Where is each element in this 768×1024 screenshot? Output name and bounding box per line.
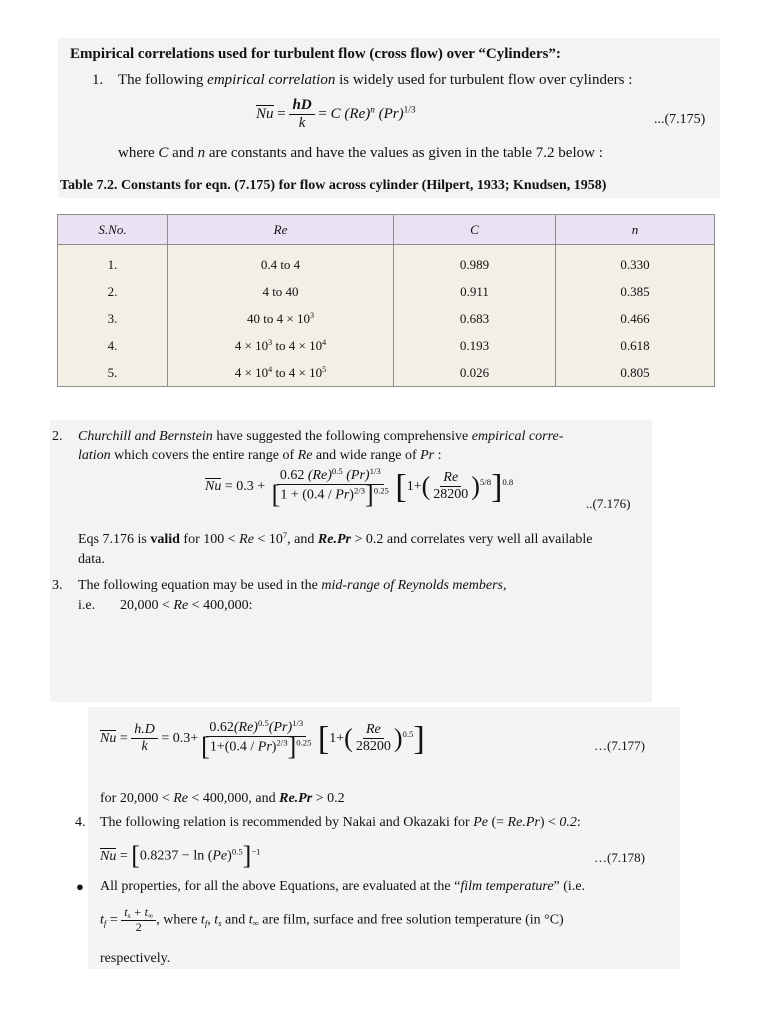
table-header-re: Re bbox=[168, 215, 394, 245]
item-1-number: 1. bbox=[92, 72, 104, 88]
cell-sno: 2. bbox=[58, 278, 168, 305]
cell-re: 4 to 40 bbox=[168, 278, 394, 305]
cell-re: 40 to $4 \times 10^3$ bbox=[168, 305, 394, 332]
item-1-text: The following empirical correlation is widely used for turbulent flow over cylinders : bbox=[118, 72, 633, 88]
item-3-number: 3. bbox=[52, 578, 63, 593]
equation-7-175-number: ...(7.175) bbox=[654, 112, 706, 127]
cell-n: 0.466 bbox=[556, 305, 715, 332]
item-3-line: The following equation may be used in the mid-range of Reynolds members, bbox=[78, 578, 507, 593]
where-text: where C and n are constants and have the values as given in the table 7.2 below : bbox=[118, 145, 603, 161]
table-header-sno: S.No. bbox=[58, 215, 168, 245]
cell-c: 0.026 bbox=[394, 359, 556, 387]
cell-n: 0.618 bbox=[556, 332, 715, 359]
constants-table bbox=[57, 214, 715, 387]
cell-sno: 5. bbox=[58, 359, 168, 387]
item-2-line-1: Churchill and Bernstein have suggested the following comprehensive empirical corre- bbox=[78, 429, 564, 444]
table-row bbox=[58, 278, 715, 305]
table-row bbox=[58, 332, 715, 359]
equation-7-177-number: …(7.177) bbox=[594, 738, 645, 753]
cell-sno: 4. bbox=[58, 332, 168, 359]
cell-c: 0.911 bbox=[394, 278, 556, 305]
equation-7-177-condition: for 20,000 < Re < 400,000, and Re.Pr > 0.2 bbox=[100, 791, 345, 806]
cell-sno: 3. bbox=[58, 305, 168, 332]
item-3-ie: i.e. bbox=[78, 598, 96, 613]
item-3-range: 20,000 < Re < 400,000: bbox=[120, 598, 253, 613]
bullet-line-2: $t_f$ = $\frac{t_s + t_\infty}{2}$ , where $t_f$, $t_s$ and $t_\infty$ are film, surface and free solution temperature (in °C) bbox=[100, 905, 564, 934]
validity-line-cont: data. bbox=[78, 552, 105, 567]
cell-re: 0.4 to 4 bbox=[168, 245, 394, 279]
cell-sno: 1. bbox=[58, 245, 168, 279]
cell-c: 0.683 bbox=[394, 305, 556, 332]
equation-7-176: Nu = 0.3 + $\frac{0.62 (Re)^{0.5} (Pr)^{1/3}}{[1 + (0.4 / Pr)^{2/3}]^{0.25}}$ [1+( $\frac{Re}{28200}$ )$^{5/8}$]$^{0.8}$ bbox=[205, 465, 514, 510]
equation-7-176-number: ..(7.176) bbox=[586, 496, 631, 511]
cell-re: $4 \times 10^3$ to $4 \times 10^4$ bbox=[168, 332, 394, 359]
item-4-line: The following relation is recommended by Nakai and Okazaki for Pe (= Re.Pr) < 0.2: bbox=[100, 815, 581, 830]
cell-c: 0.989 bbox=[394, 245, 556, 279]
cell-n: 0.385 bbox=[556, 278, 715, 305]
cell-re: $4 \times 10^4$ to $4 \times 10^5$ bbox=[168, 359, 394, 387]
equation-7-178: $Nu = [0.8237 - \ln (Pe)^{0.5}]^{-1}$ bbox=[100, 841, 261, 870]
section-heading: Empirical correlations used for turbulent flow (cross flow) over “Cylinders”: bbox=[70, 46, 561, 62]
equation-7-178-number: …(7.178) bbox=[594, 850, 645, 865]
bullet-icon: ● bbox=[76, 879, 84, 894]
validity-line: Eqs 7.176 is valid for $100 < Re < 10^7$, and Re.Pr > 0.2 and correlates very well all available bbox=[78, 529, 593, 547]
cell-n: 0.330 bbox=[556, 245, 715, 279]
item-2-number: 2. bbox=[52, 429, 63, 444]
table-caption: Table 7.2. Constants for eqn. (7.175) for flow across cylinder (Hilpert, 1933; Knudsen, 1958) bbox=[60, 178, 607, 193]
item-4-number: 4. bbox=[75, 815, 86, 830]
bullet-line-1: All properties, for all the above Equations, are evaluated at the “film temperature” (i.e. bbox=[100, 879, 586, 894]
table-row bbox=[58, 359, 715, 387]
table-header-c: C bbox=[394, 215, 556, 245]
table-row bbox=[58, 245, 715, 279]
cell-c: 0.193 bbox=[394, 332, 556, 359]
equation-7-177: Nu = $\frac{h.D}{k}$ = 0.3+ $\frac{0.62(Re)^{0.5}(Pr)^{1/3}}{[1+(0.4 / Pr)^{2/3}]^{0.25}}$ [1+( $\frac{Re}{28200}$ )$^{0.5}$] bbox=[100, 717, 425, 762]
table-row bbox=[58, 305, 715, 332]
cell-n: 0.805 bbox=[556, 359, 715, 387]
table-header-n: n bbox=[556, 215, 715, 245]
item-2-line-2: lation which covers the entire range of Re and wide range of Pr : bbox=[78, 448, 442, 463]
bullet-line-3: respectively. bbox=[100, 951, 171, 966]
equation-7-175: Nu = $\frac{hD}{k}$ = C $(Re)^n$ $(Pr)^{1/3}$ bbox=[256, 97, 416, 132]
